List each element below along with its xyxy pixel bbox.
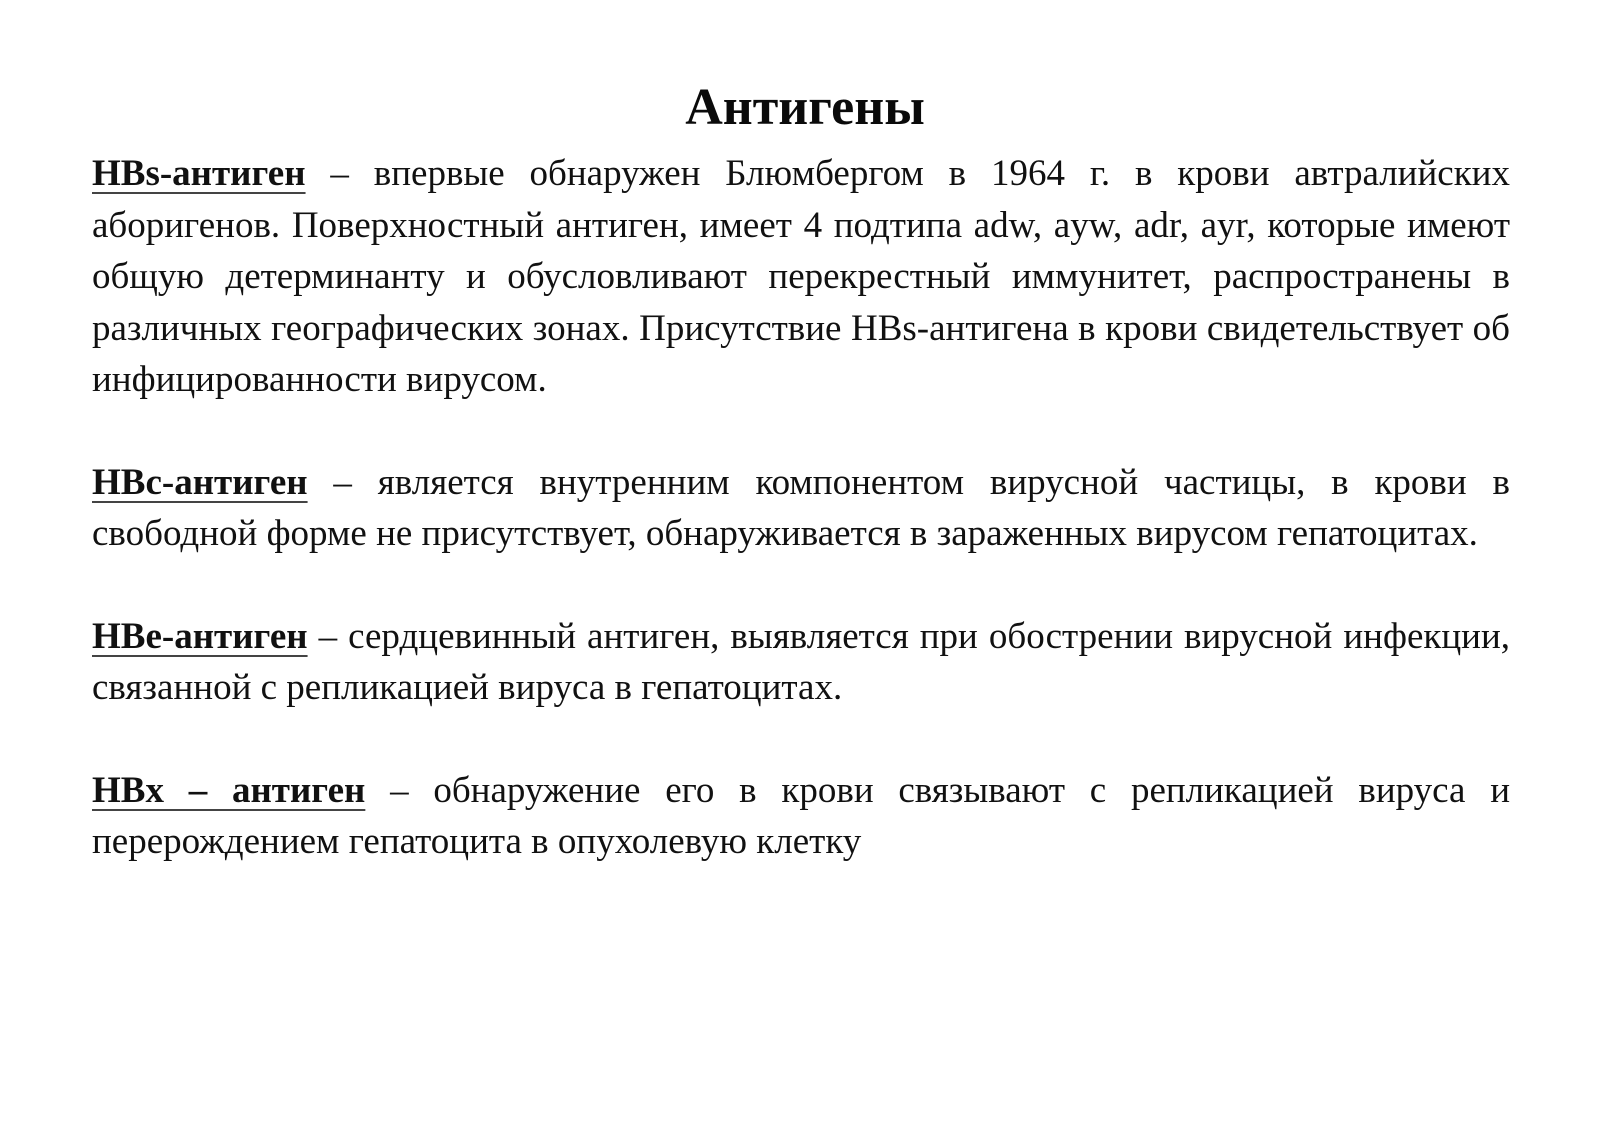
page-title: Антигены: [685, 79, 925, 136]
paragraph-hbs-antigen: [92, 148, 1510, 406]
term-hbc-antigen: HBc-антиген: [92, 461, 308, 503]
term-hbx-antigen: HBx – антиген: [92, 769, 366, 811]
paragraph-text: – сердцевинный антиген, выявляется при обострении вирусной инфекции, связанной с репликацией вируса в гепатоцитах.: [92, 615, 1510, 708]
paragraph-text: – впервые обнаружен Блюмбергом в 1964 г. в крови автралийских аборигенов. Поверхностный антиген, имеет 4 подтипа adw, ayw, adr, ayr, которые имеют общую детерминанту и обусловливают перекрестный иммунитет, распространены в различных географических зонах. Присутствие HBs-антигена в крови свидетельствует об инфицированности вирусом.: [92, 153, 1510, 400]
paragraph-hbx-antigen: [92, 765, 1510, 868]
term-hbe-antigen: HBe-антиген: [92, 615, 308, 657]
paragraph-hbe-antigen: [92, 611, 1510, 714]
paragraph-text: – обнаружение его в крови связывают с репликацией вируса и перерождением гепатоцита в опухолевую клетку: [92, 769, 1510, 862]
paragraph-hbc-antigen: [92, 457, 1510, 560]
document-page: [92, 78, 1510, 868]
paragraph-text: – является внутренним компонентом вирусной частицы, в крови в свободной форме не присутствует, обнаруживается в зараженных вирусом гепатоцитах.: [92, 461, 1510, 554]
term-hbs-antigen: HBs-антиген: [92, 153, 306, 194]
